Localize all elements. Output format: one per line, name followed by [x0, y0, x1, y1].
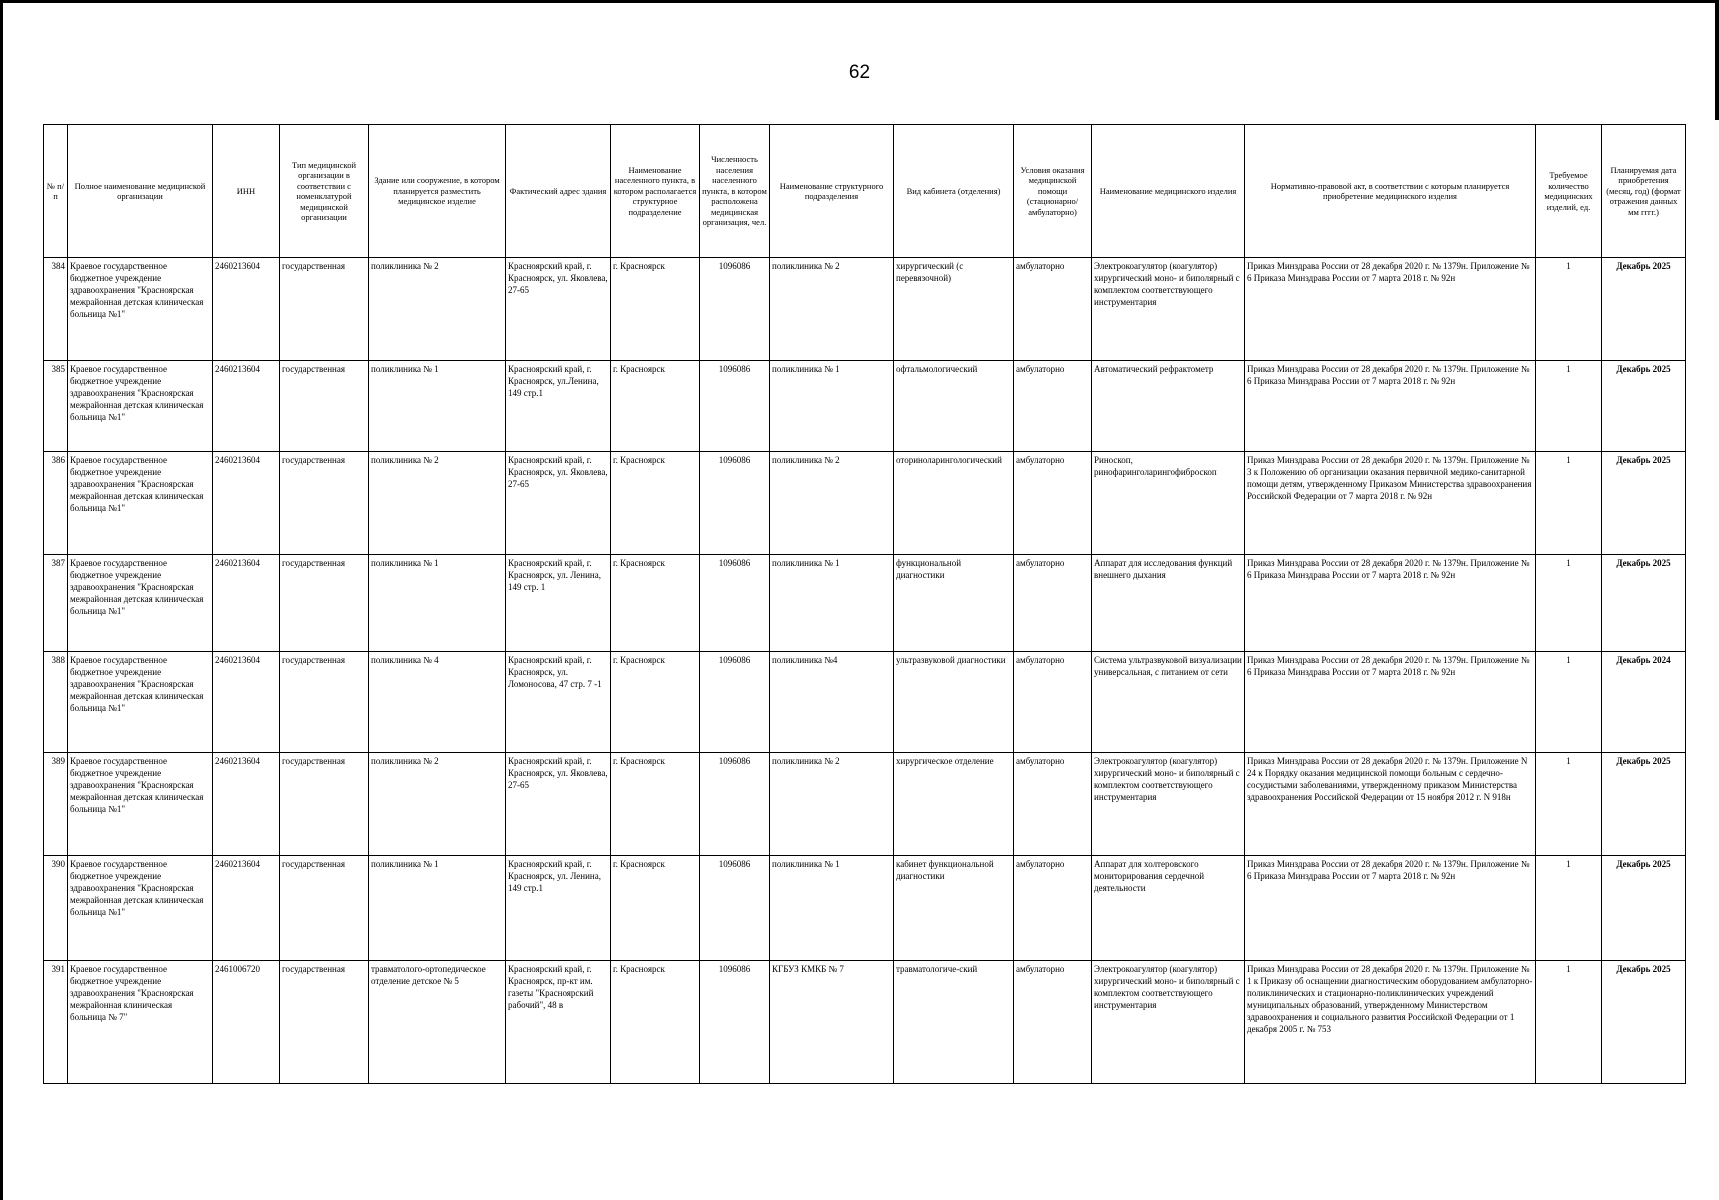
cell-population: 1096086 [700, 258, 770, 361]
cell-qty: 1 [1536, 652, 1602, 753]
cell-population: 1096086 [700, 452, 770, 555]
cell-address: Красноярский край, г. Красноярск, пр-кт им. газеты "Красноярский рабочий", 48 в [506, 961, 611, 1084]
page-frame-right [1715, 0, 1719, 120]
table-row [44, 856, 1686, 961]
cell-address: Красноярский край, г. Красноярск, ул. Яковлева, 27-65 [506, 258, 611, 361]
cell-type: государственная [280, 555, 369, 652]
header-address: Фактический адрес здания [506, 125, 611, 258]
cell-date: Декабрь 2025 [1602, 452, 1686, 555]
cell-act: Приказ Минздрава России от 28 декабря 2020 г. № 1379н. Приложение № 3 к Положению об организации оказания первичной медико-санитарной помощи детям, утвержденному Приказом Министерства здравоохранения Российской Федерации от 7 марта 2018 г. № 92н [1245, 452, 1536, 555]
cell-subdivision: поликлиника № 1 [770, 361, 894, 452]
cell-address: Красноярский край, г. Красноярск, ул. Ломоносова, 47 стр. 7 -1 [506, 652, 611, 753]
cell-device: Аппарат для холтеровского мониторирования сердечной деятельности [1092, 856, 1245, 961]
cell-date: Декабрь 2025 [1602, 856, 1686, 961]
cell-address: Красноярский край, г. Красноярск, ул. Ленина, 149 стр. 1 [506, 555, 611, 652]
cell-number: 388 [44, 652, 68, 753]
cell-population: 1096086 [700, 555, 770, 652]
cell-conditions: амбулаторно [1014, 961, 1092, 1084]
cell-cabinet: травматологиче-ский [894, 961, 1014, 1084]
table-row [44, 361, 1686, 452]
cell-subdivision: поликлиника № 2 [770, 452, 894, 555]
cell-org: Краевое государственное бюджетное учреждение здравоохранения "Красноярская межрайонная детская клиническая больница №1" [68, 361, 213, 452]
header-type: Тип медицинской организации в соответствии с номенклатурой медицинской организации [280, 125, 369, 258]
cell-building: поликлиника № 1 [369, 856, 506, 961]
header-device: Наименование медицинского изделия [1092, 125, 1245, 258]
cell-type: государственная [280, 652, 369, 753]
cell-qty: 1 [1536, 753, 1602, 856]
cell-act: Приказ Минздрава России от 28 декабря 2020 г. № 1379н. Приложение № 6 Приказа Минздрава России от 7 марта 2018 г. № 92н [1245, 258, 1536, 361]
header-qty: Требуемое количество медицинских изделий, ед. [1536, 125, 1602, 258]
cell-building: поликлиника № 2 [369, 258, 506, 361]
cell-cabinet: ультразвуковой диагностики [894, 652, 1014, 753]
cell-device: Аппарат для исследования функций внешнего дыхания [1092, 555, 1245, 652]
header-cabinet: Вид кабинета (отделения) [894, 125, 1014, 258]
cell-subdivision: КГБУЗ КМКБ № 7 [770, 961, 894, 1084]
cell-act: Приказ Минздрава России от 28 декабря 2020 г. № 1379н. Приложение № 6 Приказа Минздрава России от 7 марта 2018 г. № 92н [1245, 361, 1536, 452]
cell-act: Приказ Минздрава России от 28 декабря 2020 г. № 1379н. Приложение № 1 к Приказу об оснащении диагностическим оборудованием амбулаторно-поликлинических и стационарно-поликлинических учреждений муниципальных образований, утвержденному Министерством здравоохранения и социального развития Российской Федерации от 1 декабря 2005 г. № 753 [1245, 961, 1536, 1084]
header-date: Планируемая дата приобретения (месяц, год) (формат отражения данных мм гггг.) [1602, 125, 1686, 258]
cell-act: Приказ Минздрава России от 28 декабря 2020 г. № 1379н. Приложение № 6 Приказа Минздрава России от 7 марта 2018 г. № 92н [1245, 555, 1536, 652]
cell-type: государственная [280, 961, 369, 1084]
cell-type: государственная [280, 452, 369, 555]
table-row [44, 652, 1686, 753]
cell-date: Декабрь 2025 [1602, 258, 1686, 361]
cell-type: государственная [280, 856, 369, 961]
cell-number: 384 [44, 258, 68, 361]
cell-type: государственная [280, 753, 369, 856]
cell-subdivision: поликлиника № 1 [770, 555, 894, 652]
cell-locality: г. Красноярск [611, 856, 700, 961]
cell-address: Красноярский край, г. Красноярск, ул. Яковлева, 27-65 [506, 452, 611, 555]
table-row [44, 258, 1686, 361]
header-building: Здание или сооружение, в котором планируется разместить медицинское изделие [369, 125, 506, 258]
cell-type: государственная [280, 361, 369, 452]
cell-number: 387 [44, 555, 68, 652]
cell-cabinet: хирургический (с перевязочной) [894, 258, 1014, 361]
cell-locality: г. Красноярск [611, 452, 700, 555]
cell-population: 1096086 [700, 856, 770, 961]
cell-building: травматолого-ортопедическое отделение детское № 5 [369, 961, 506, 1084]
cell-act: Приказ Минздрава России от 28 декабря 2020 г. № 1379н. Приложение № 6 Приказа Минздрава России от 7 марта 2018 г. № 92н [1245, 856, 1536, 961]
cell-number: 391 [44, 961, 68, 1084]
cell-inn: 2461006720 [213, 961, 280, 1084]
page-frame-left [0, 0, 3, 1200]
cell-conditions: амбулаторно [1014, 258, 1092, 361]
cell-qty: 1 [1536, 361, 1602, 452]
cell-cabinet: кабинет функциональной диагностики [894, 856, 1014, 961]
cell-address: Красноярский край, г. Красноярск, ул.Ленина, 149 стр.1 [506, 361, 611, 452]
cell-device: Автоматический рефрактометр [1092, 361, 1245, 452]
cell-conditions: амбулаторно [1014, 361, 1092, 452]
cell-conditions: амбулаторно [1014, 555, 1092, 652]
cell-building: поликлиника № 1 [369, 555, 506, 652]
cell-date: Декабрь 2025 [1602, 555, 1686, 652]
cell-date: Декабрь 2025 [1602, 753, 1686, 856]
cell-device: Риноскоп, ринофаринголарингофиброскоп [1092, 452, 1245, 555]
cell-qty: 1 [1536, 555, 1602, 652]
cell-cabinet: оториноларингологический [894, 452, 1014, 555]
cell-cabinet: функциональной диагностики [894, 555, 1014, 652]
header-locality: Наименование населенного пункта, в котором располагается структурное подразделение [611, 125, 700, 258]
equipment-table [43, 124, 1686, 1084]
cell-subdivision: поликлиника №4 [770, 652, 894, 753]
cell-type: государственная [280, 258, 369, 361]
cell-conditions: амбулаторно [1014, 753, 1092, 856]
table-row [44, 452, 1686, 555]
page-number: 62 [848, 62, 871, 83]
cell-subdivision: поликлиника № 2 [770, 753, 894, 856]
cell-locality: г. Красноярск [611, 361, 700, 452]
header-org: Полное наименование медицинской организации [68, 125, 213, 258]
cell-device: Электрокоагулятор (коагулятор) хирургический моно- и биполярный с комплектом соответствующего инструментария [1092, 258, 1245, 361]
cell-inn: 2460213604 [213, 753, 280, 856]
header-act: Нормативно-правовой акт, в соответствии с которым планируется приобретение медицинского изделия [1245, 125, 1536, 258]
cell-conditions: амбулаторно [1014, 452, 1092, 555]
cell-device: Электрокоагулятор (коагулятор) хирургический моно- и биполярный с комплектом соответствующего инструментария [1092, 961, 1245, 1084]
cell-building: поликлиника № 4 [369, 652, 506, 753]
cell-date: Декабрь 2025 [1602, 961, 1686, 1084]
cell-inn: 2460213604 [213, 856, 280, 961]
cell-address: Красноярский край, г. Красноярск, ул. Яковлева, 27-65 [506, 753, 611, 856]
cell-qty: 1 [1536, 452, 1602, 555]
cell-inn: 2460213604 [213, 555, 280, 652]
header-conditions: Условия оказания медицинской помощи (стационарно/ амбулаторно) [1014, 125, 1092, 258]
header-subdivision: Наименование структурного подразделения [770, 125, 894, 258]
cell-building: поликлиника № 2 [369, 452, 506, 555]
cell-population: 1096086 [700, 961, 770, 1084]
cell-cabinet: офтальмологический [894, 361, 1014, 452]
cell-inn: 2460213604 [213, 258, 280, 361]
header-number: № п/п [44, 125, 68, 258]
table-row [44, 961, 1686, 1084]
cell-population: 1096086 [700, 361, 770, 452]
cell-number: 390 [44, 856, 68, 961]
cell-inn: 2460213604 [213, 361, 280, 452]
cell-subdivision: поликлиника № 1 [770, 856, 894, 961]
cell-locality: г. Красноярск [611, 652, 700, 753]
cell-date: Декабрь 2024 [1602, 652, 1686, 753]
cell-org: Краевое государственное бюджетное учреждение здравоохранения "Красноярская межрайонная детская клиническая больница №1" [68, 555, 213, 652]
cell-qty: 1 [1536, 258, 1602, 361]
table-row [44, 555, 1686, 652]
cell-device: Система ультразвуковой визуализации универсальная, с питанием от сети [1092, 652, 1245, 753]
header-population: Численность населения населенного пункта, в котором расположена медицинская организация, чел. [700, 125, 770, 258]
header-inn: ИНН [213, 125, 280, 258]
cell-subdivision: поликлиника № 2 [770, 258, 894, 361]
cell-locality: г. Красноярск [611, 961, 700, 1084]
cell-act: Приказ Минздрава России от 28 декабря 2020 г. № 1379н. Приложение № 6 Приказа Минздрава России от 7 марта 2018 г. № 92н [1245, 652, 1536, 753]
page-frame-top [0, 0, 1719, 3]
cell-building: поликлиника № 2 [369, 753, 506, 856]
cell-number: 385 [44, 361, 68, 452]
cell-cabinet: хирургическое отделение [894, 753, 1014, 856]
cell-building: поликлиника № 1 [369, 361, 506, 452]
cell-number: 389 [44, 753, 68, 856]
cell-org: Краевое государственное бюджетное учреждение здравоохранения "Красноярская межрайонная детская клиническая больница №1" [68, 652, 213, 753]
cell-locality: г. Красноярск [611, 258, 700, 361]
cell-locality: г. Красноярск [611, 753, 700, 856]
cell-address: Красноярский край, г. Красноярск, ул. Ленина, 149 стр.1 [506, 856, 611, 961]
cell-inn: 2460213604 [213, 452, 280, 555]
table-header-row [44, 125, 1686, 258]
cell-org: Краевое государственное бюджетное учреждение здравоохранения "Красноярская межрайонная детская клиническая больница №1" [68, 258, 213, 361]
cell-locality: г. Красноярск [611, 555, 700, 652]
cell-conditions: амбулаторно [1014, 856, 1092, 961]
cell-act: Приказ Минздрава России от 28 декабря 2020 г. № 1379н. Приложение N 24 к Порядку оказания медицинской помощи больным с сердечно-сосудистыми заболеваниями, утвержденному приказом Министерства здравоохранения Российской Федерации от 15 ноября 2012 г. N 918н [1245, 753, 1536, 856]
cell-org: Краевое государственное бюджетное учреждение здравоохранения "Красноярская межрайонная детская клиническая больница №1" [68, 753, 213, 856]
cell-number: 386 [44, 452, 68, 555]
cell-conditions: амбулаторно [1014, 652, 1092, 753]
cell-org: Краевое государственное бюджетное учреждение здравоохранения "Красноярская межрайонная детская клиническая больница №1" [68, 452, 213, 555]
cell-device: Электрокоагулятор (коагулятор) хирургический моно- и биполярный с комплектом соответствующего инструментария [1092, 753, 1245, 856]
table-row [44, 753, 1686, 856]
cell-population: 1096086 [700, 753, 770, 856]
cell-org: Краевое государственное бюджетное учреждение здравоохранения "Красноярская межрайонная детская клиническая больница №1" [68, 856, 213, 961]
cell-inn: 2460213604 [213, 652, 280, 753]
cell-org: Краевое государственное бюджетное учреждение здравоохранения "Красноярская межрайонная клиническая больница № 7" [68, 961, 213, 1084]
cell-population: 1096086 [700, 652, 770, 753]
cell-qty: 1 [1536, 961, 1602, 1084]
cell-qty: 1 [1536, 856, 1602, 961]
cell-date: Декабрь 2025 [1602, 361, 1686, 452]
